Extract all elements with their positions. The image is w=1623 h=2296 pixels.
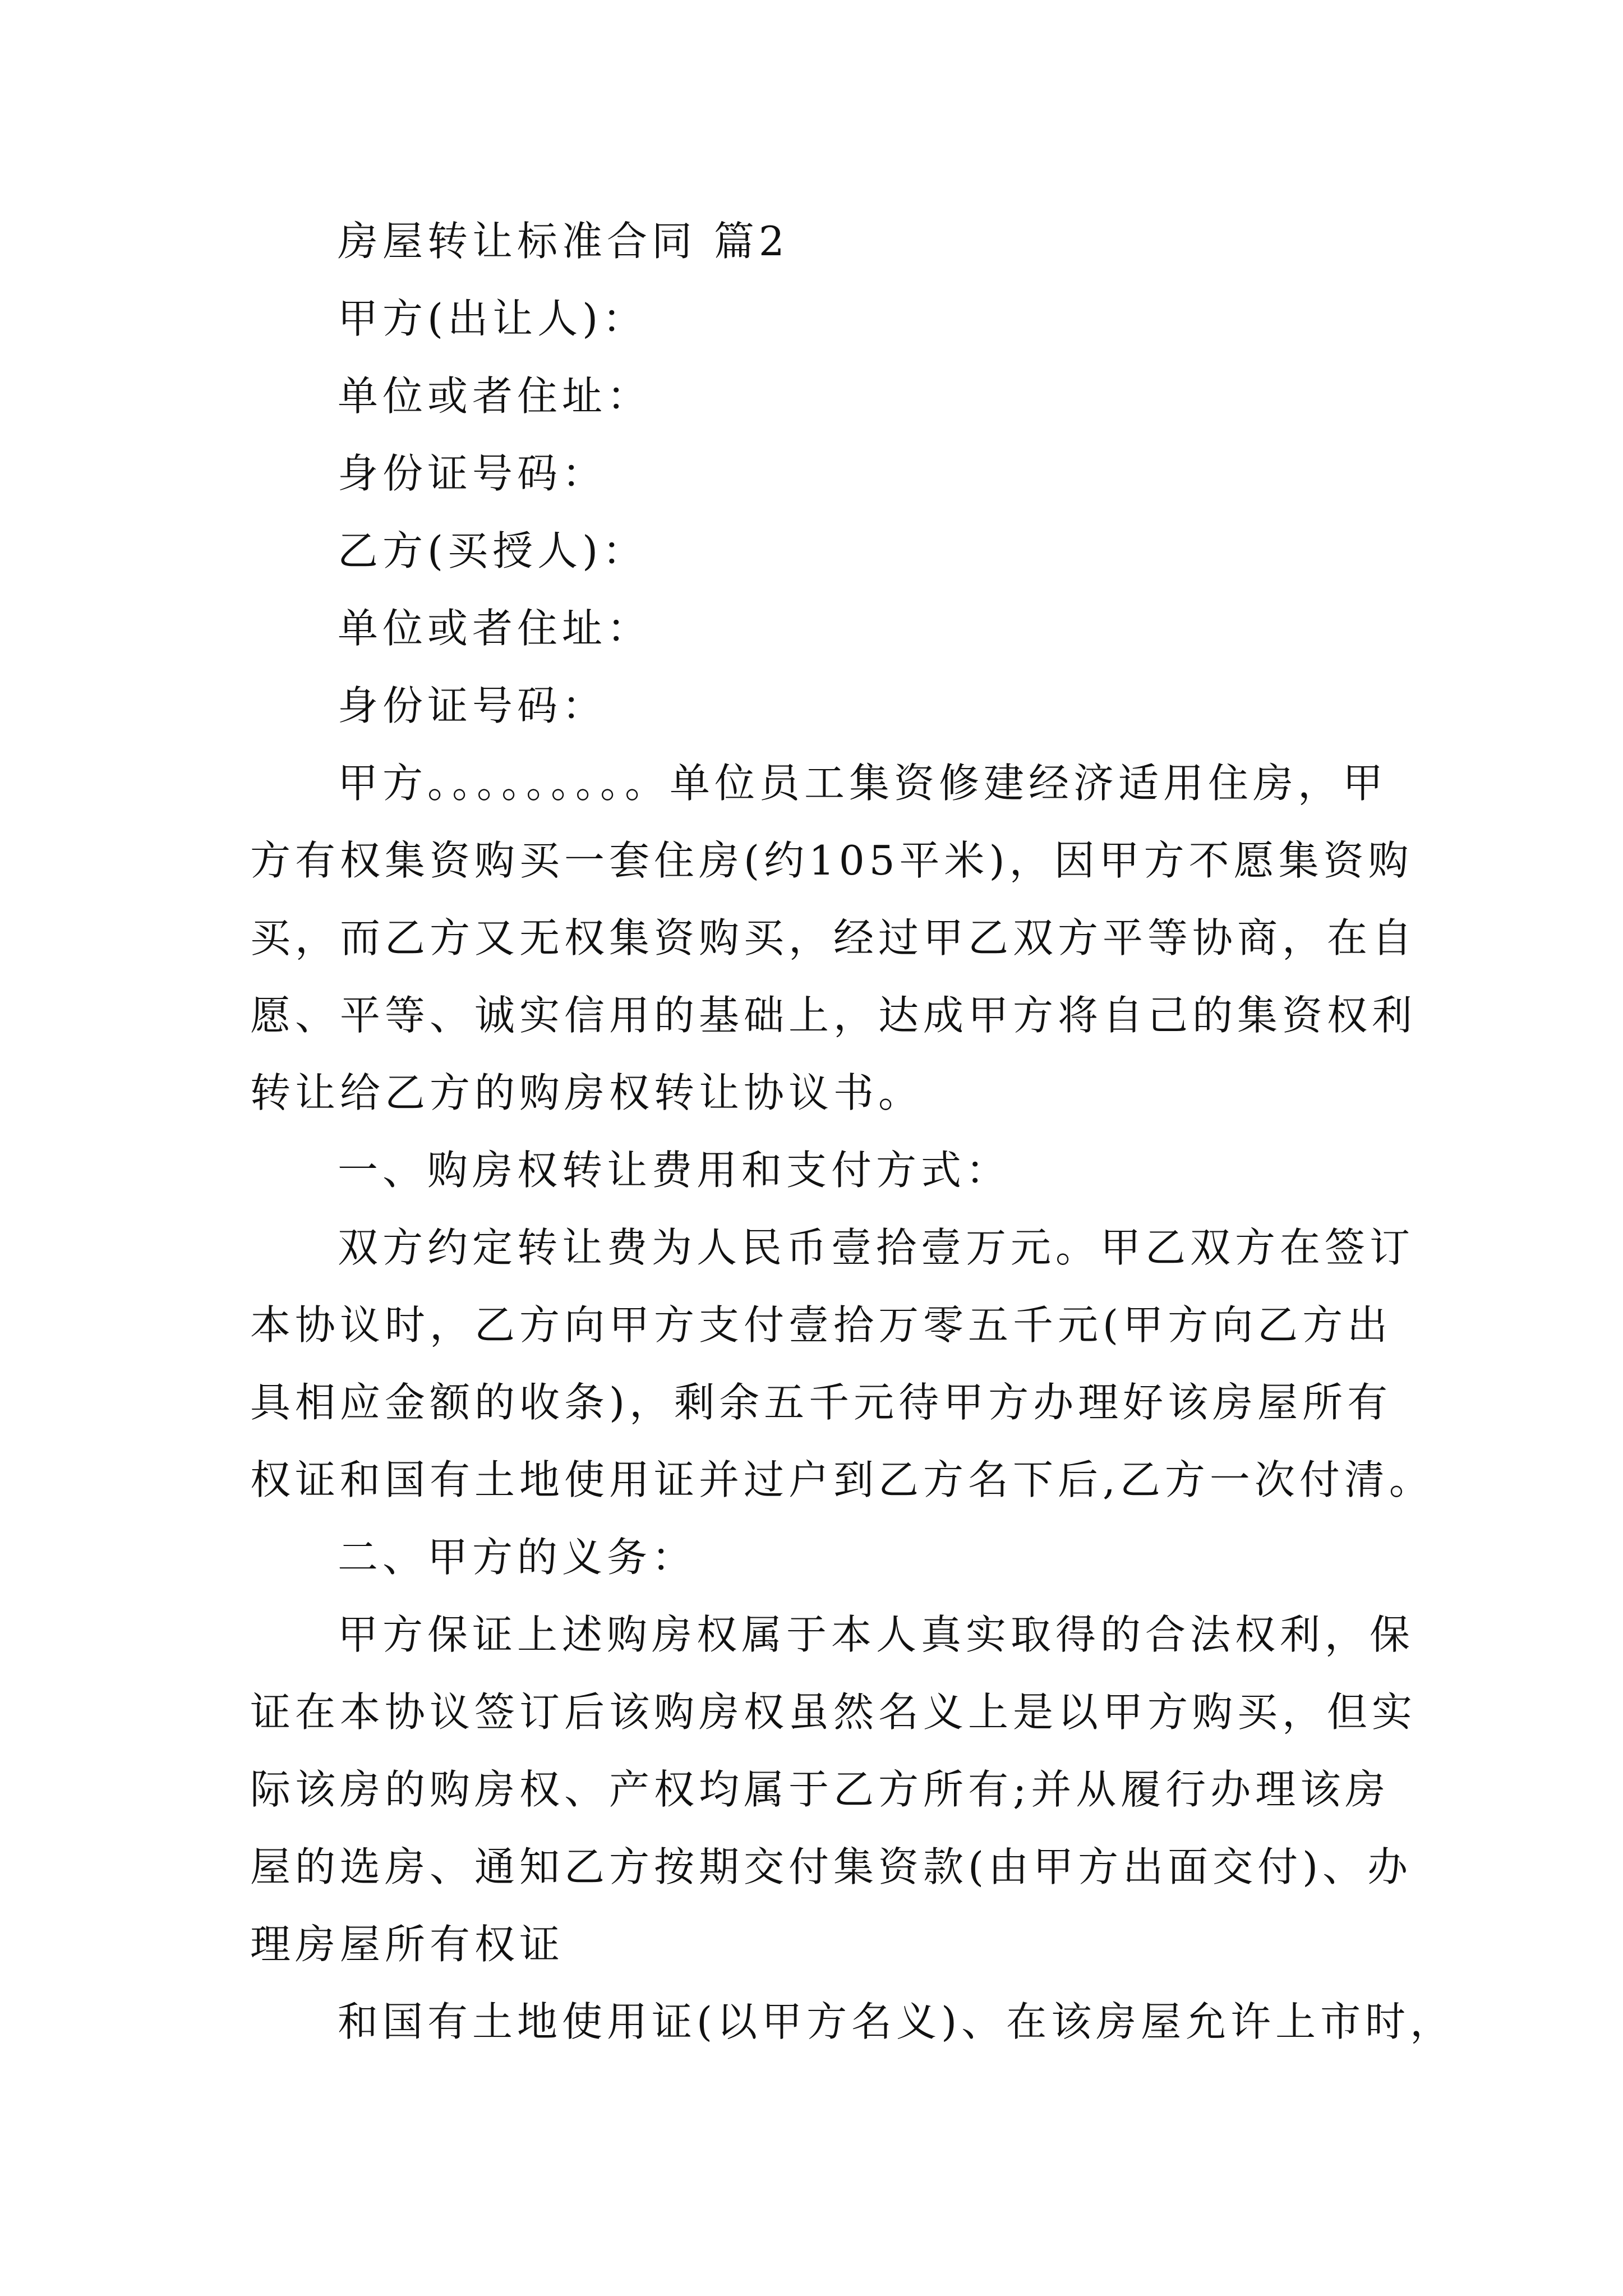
party-b-address-label: 单位或者住址：	[338, 605, 652, 652]
party-a-id-label: 身份证号码：	[338, 450, 607, 497]
section-2-paragraph-line: 际该房的购房权、产权均属于乙方所有;并从履行办理该房	[250, 1766, 1390, 1813]
party-b-id-label: 身份证号码：	[338, 682, 607, 729]
section-1-paragraph-line: 具相应金额的收条)，剩余五千元待甲方办理好该房屋所有	[250, 1379, 1393, 1426]
section-1-paragraph-line: 双方约定转让费为人民币壹拾壹万元。甲乙双方在签订	[338, 1224, 1415, 1271]
section-1-paragraph-line: 权证和国有土地使用证并过户到乙方名下后,乙方一次付清。	[250, 1456, 1434, 1503]
party-b-label: 乙方(买授人)：	[338, 527, 648, 574]
section-2-paragraph-line: 屋的选房、通知乙方按期交付集资款(由甲方出面交付)、办	[250, 1843, 1413, 1890]
party-a-address-label: 单位或者住址：	[338, 372, 652, 420]
document-heading: 房屋转让标准合同 篇2	[338, 218, 789, 265]
intro-paragraph-line: 买，而乙方又无权集资购买，经过甲乙双方平等协商，在自	[250, 914, 1417, 961]
intro-paragraph-line: 甲方。。。。。。。。。单位员工集资修建经济适用住房，甲	[338, 760, 1388, 807]
section-2-paragraph-line: 理房屋所有权证	[250, 1921, 565, 1968]
intro-paragraph-line: 方有权集资购买一套住房(约105平米)，因甲方不愿集资购	[250, 837, 1413, 884]
intro-paragraph-line: 愿、平等、诚实信用的基础上，达成甲方将自己的集资权利	[250, 992, 1417, 1039]
section-2-paragraph-line: 甲方保证上述购房权属于本人真实取得的合法权利，保	[338, 1611, 1415, 1658]
continuation-paragraph-line: 和国有土地使用证(以甲方名义)、在该房屋允许上市时，	[338, 1998, 1455, 2045]
section-2-paragraph-line: 证在本协议签订后该购房权虽然名义上是以甲方购买，但实	[250, 1688, 1417, 1736]
section-2-title: 二、甲方的义务：	[338, 1534, 697, 1581]
party-a-label: 甲方(出让人)：	[338, 295, 648, 342]
section-1-title: 一、购房权转让费用和支付方式：	[338, 1147, 1011, 1194]
intro-paragraph-line: 转让给乙方的购房权转让协议书。	[250, 1069, 924, 1116]
section-1-paragraph-line: 本协议时，乙方向甲方支付壹拾万零五千元(甲方向乙方出	[250, 1301, 1393, 1349]
